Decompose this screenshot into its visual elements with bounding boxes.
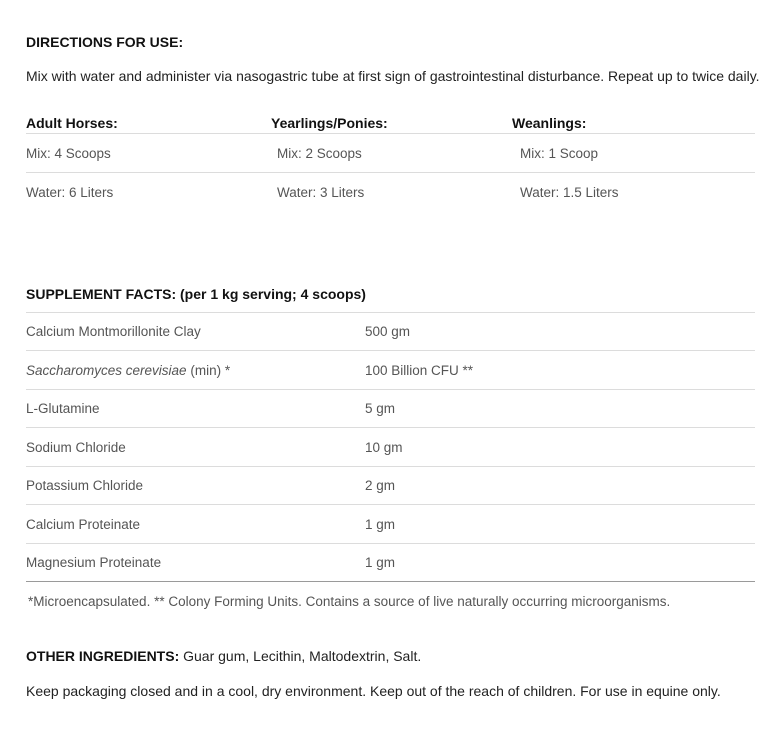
ingredient-amount: 2 gm — [365, 478, 396, 493]
ingredient-name: Magnesium Proteinate — [26, 555, 162, 570]
storage-note: Keep packaging closed and in a cool, dry environment. Keep out of the reach of children. For use in equine only. — [26, 683, 721, 699]
dosage-mix-yearlings: Mix: 2 Scoops — [277, 146, 362, 161]
ingredient-amount: 100 Billion CFU ** — [365, 363, 474, 378]
divider — [26, 350, 755, 351]
ingredient-name: Sodium Chloride — [26, 440, 126, 455]
divider — [26, 172, 755, 173]
ingredient-name: L-Glutamine — [26, 401, 100, 416]
supplement-facts-heading — [26, 285, 366, 303]
table-bottom-rule — [26, 581, 755, 582]
directions-text: Mix with water and administer via nasogastric tube at first sign of gastrointestinal disturbance. Repeat up to twice daily. — [26, 68, 760, 84]
supplement-facts-label: SUPPLEMENT FACTS: — [26, 286, 177, 302]
dosage-mix-weanlings: Mix: 1 Scoop — [520, 146, 599, 161]
directions-heading: DIRECTIONS FOR USE: — [26, 34, 184, 50]
divider — [26, 133, 755, 134]
other-ingredients-text: Guar gum, Lecithin, Maltodextrin, Salt. — [179, 648, 422, 664]
divider — [26, 504, 755, 505]
divider — [26, 427, 755, 428]
divider — [26, 312, 755, 313]
ingredient-name — [26, 362, 230, 380]
ingredient-name: Potassium Chloride — [26, 478, 144, 493]
other-ingredients-label: OTHER INGREDIENTS: — [26, 648, 180, 664]
divider — [26, 389, 755, 390]
dosage-header-adult: Adult Horses: — [26, 115, 118, 131]
ingredient-name: Calcium Proteinate — [26, 517, 141, 532]
ingredient-amount: 1 gm — [365, 517, 396, 532]
supplement-footnote: *Microencapsulated. ** Colony Forming Units. Contains a source of live naturally occurring microorganisms. — [28, 594, 671, 609]
dosage-header-yearlings: Yearlings/Ponies: — [271, 115, 388, 131]
dosage-water-yearlings: Water: 3 Liters — [277, 185, 365, 200]
dosage-water-weanlings: Water: 1.5 Liters — [520, 185, 619, 200]
ingredient-amount: 500 gm — [365, 324, 411, 339]
ingredient-amount: 10 gm — [365, 440, 403, 455]
dosage-water-adult: Water: 6 Liters — [26, 185, 114, 200]
dosage-header-weanlings: Weanlings: — [512, 115, 587, 131]
ingredient-amount: 1 gm — [365, 555, 396, 570]
dosage-mix-adult: Mix: 4 Scoops — [26, 146, 111, 161]
ingredient-name: Calcium Montmorillonite Clay — [26, 324, 201, 339]
ingredient-amount: 5 gm — [365, 401, 396, 416]
other-ingredients — [26, 647, 766, 665]
divider — [26, 543, 755, 544]
ingredient-name-italic: Saccharomyces cerevisiae — [26, 363, 187, 378]
supplement-serving-size: (per 1 kg serving; 4 scoops) — [180, 286, 366, 302]
ingredient-name-suffix: (min) * — [186, 363, 231, 378]
divider — [26, 466, 755, 467]
